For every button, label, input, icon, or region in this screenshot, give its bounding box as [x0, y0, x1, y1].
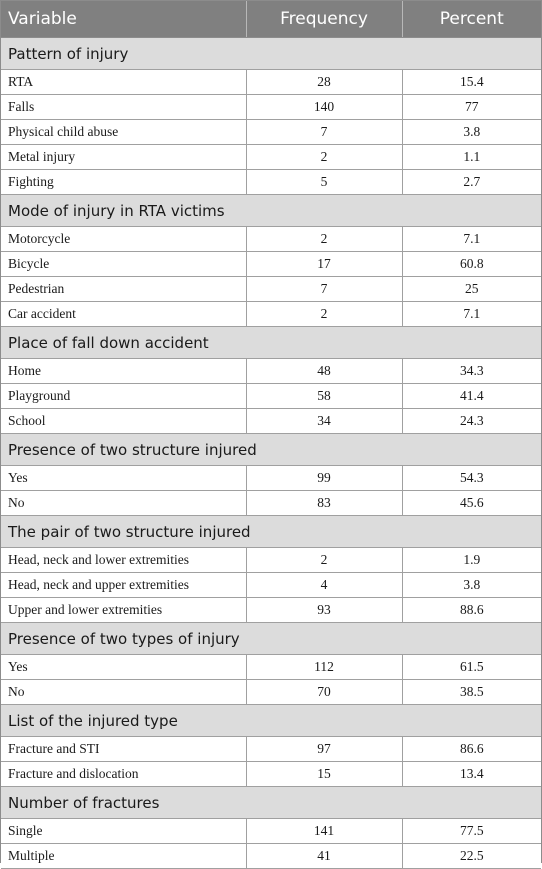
- row-percent: 41.4: [402, 384, 541, 409]
- row-percent: 3.8: [402, 573, 541, 598]
- table-row: [1, 277, 541, 302]
- row-frequency: 2: [246, 302, 402, 327]
- row-variable: Physical child abuse: [1, 120, 246, 145]
- row-percent: 25: [402, 277, 541, 302]
- row-variable: Car accident: [1, 302, 246, 327]
- row-frequency: 140: [246, 95, 402, 120]
- injury-table: [1, 1, 541, 869]
- row-variable: Bicycle: [1, 252, 246, 277]
- row-percent: 88.6: [402, 598, 541, 623]
- table-row: [1, 95, 541, 120]
- section-title: Mode of injury in RTA victims: [1, 195, 541, 227]
- row-frequency: 93: [246, 598, 402, 623]
- table-row: [1, 844, 541, 869]
- row-variable: Upper and lower extremities: [1, 598, 246, 623]
- row-variable: Fighting: [1, 170, 246, 195]
- table-row: [1, 227, 541, 252]
- table-row: [1, 680, 541, 705]
- row-percent: 1.1: [402, 145, 541, 170]
- section-title: Presence of two structure injured: [1, 434, 541, 466]
- row-variable: No: [1, 491, 246, 516]
- row-frequency: 34: [246, 409, 402, 434]
- table-row: [1, 655, 541, 680]
- row-variable: Pedestrian: [1, 277, 246, 302]
- row-frequency: 7: [246, 277, 402, 302]
- row-percent: 45.6: [402, 491, 541, 516]
- row-percent: 60.8: [402, 252, 541, 277]
- row-percent: 13.4: [402, 762, 541, 787]
- row-frequency: 41: [246, 844, 402, 869]
- row-variable: Playground: [1, 384, 246, 409]
- section-row: [1, 195, 541, 227]
- section-row: [1, 38, 541, 70]
- row-percent: 1.9: [402, 548, 541, 573]
- table-row: [1, 145, 541, 170]
- header-row: [1, 1, 541, 38]
- row-frequency: 99: [246, 466, 402, 491]
- row-percent: 86.6: [402, 737, 541, 762]
- row-variable: Single: [1, 819, 246, 844]
- table-row: [1, 548, 541, 573]
- row-percent: 3.8: [402, 120, 541, 145]
- header-variable: Variable: [1, 1, 246, 38]
- row-frequency: 17: [246, 252, 402, 277]
- table-row: [1, 170, 541, 195]
- table-row: [1, 409, 541, 434]
- row-frequency: 48: [246, 359, 402, 384]
- section-title: Pattern of injury: [1, 38, 541, 70]
- section-row: [1, 787, 541, 819]
- row-frequency: 97: [246, 737, 402, 762]
- row-variable: School: [1, 409, 246, 434]
- row-variable: Yes: [1, 655, 246, 680]
- table-header: [1, 1, 541, 38]
- header-frequency: Frequency: [246, 1, 402, 38]
- row-percent: 15.4: [402, 70, 541, 95]
- header-percent: Percent: [402, 1, 541, 38]
- table-row: [1, 762, 541, 787]
- row-frequency: 2: [246, 145, 402, 170]
- section-title: List of the injured type: [1, 705, 541, 737]
- section-title: The pair of two structure injured: [1, 516, 541, 548]
- section-row: [1, 327, 541, 359]
- row-percent: 54.3: [402, 466, 541, 491]
- section-title: Place of fall down accident: [1, 327, 541, 359]
- row-variable: Motorcycle: [1, 227, 246, 252]
- row-frequency: 15: [246, 762, 402, 787]
- table-row: [1, 573, 541, 598]
- section-row: [1, 705, 541, 737]
- row-variable: Head, neck and lower extremities: [1, 548, 246, 573]
- row-percent: 7.1: [402, 302, 541, 327]
- section-row: [1, 623, 541, 655]
- row-percent: 61.5: [402, 655, 541, 680]
- table-row: [1, 120, 541, 145]
- table-row: [1, 70, 541, 95]
- row-frequency: 112: [246, 655, 402, 680]
- table-row: [1, 737, 541, 762]
- table-body: [1, 38, 541, 869]
- table-row: [1, 384, 541, 409]
- row-variable: Head, neck and upper extremities: [1, 573, 246, 598]
- row-frequency: 2: [246, 548, 402, 573]
- table-row: [1, 491, 541, 516]
- row-percent: 7.1: [402, 227, 541, 252]
- section-row: [1, 434, 541, 466]
- row-variable: Home: [1, 359, 246, 384]
- row-frequency: 4: [246, 573, 402, 598]
- table-row: [1, 819, 541, 844]
- row-percent: 2.7: [402, 170, 541, 195]
- row-frequency: 5: [246, 170, 402, 195]
- row-variable: Falls: [1, 95, 246, 120]
- row-frequency: 141: [246, 819, 402, 844]
- table-row: [1, 302, 541, 327]
- section-row: [1, 516, 541, 548]
- row-variable: Metal injury: [1, 145, 246, 170]
- row-frequency: 58: [246, 384, 402, 409]
- row-frequency: 2: [246, 227, 402, 252]
- row-percent: 22.5: [402, 844, 541, 869]
- row-percent: 77.5: [402, 819, 541, 844]
- row-variable: Fracture and dislocation: [1, 762, 246, 787]
- row-percent: 24.3: [402, 409, 541, 434]
- row-percent: 77: [402, 95, 541, 120]
- row-percent: 34.3: [402, 359, 541, 384]
- table-row: [1, 252, 541, 277]
- row-frequency: 28: [246, 70, 402, 95]
- row-variable: Multiple: [1, 844, 246, 869]
- table-row: [1, 598, 541, 623]
- row-variable: Fracture and STI: [1, 737, 246, 762]
- row-frequency: 7: [246, 120, 402, 145]
- table-row: [1, 466, 541, 491]
- section-title: Number of fractures: [1, 787, 541, 819]
- row-variable: No: [1, 680, 246, 705]
- section-title: Presence of two types of injury: [1, 623, 541, 655]
- row-variable: Yes: [1, 466, 246, 491]
- row-percent: 38.5: [402, 680, 541, 705]
- row-frequency: 70: [246, 680, 402, 705]
- row-frequency: 83: [246, 491, 402, 516]
- row-variable: RTA: [1, 70, 246, 95]
- table-row: [1, 359, 541, 384]
